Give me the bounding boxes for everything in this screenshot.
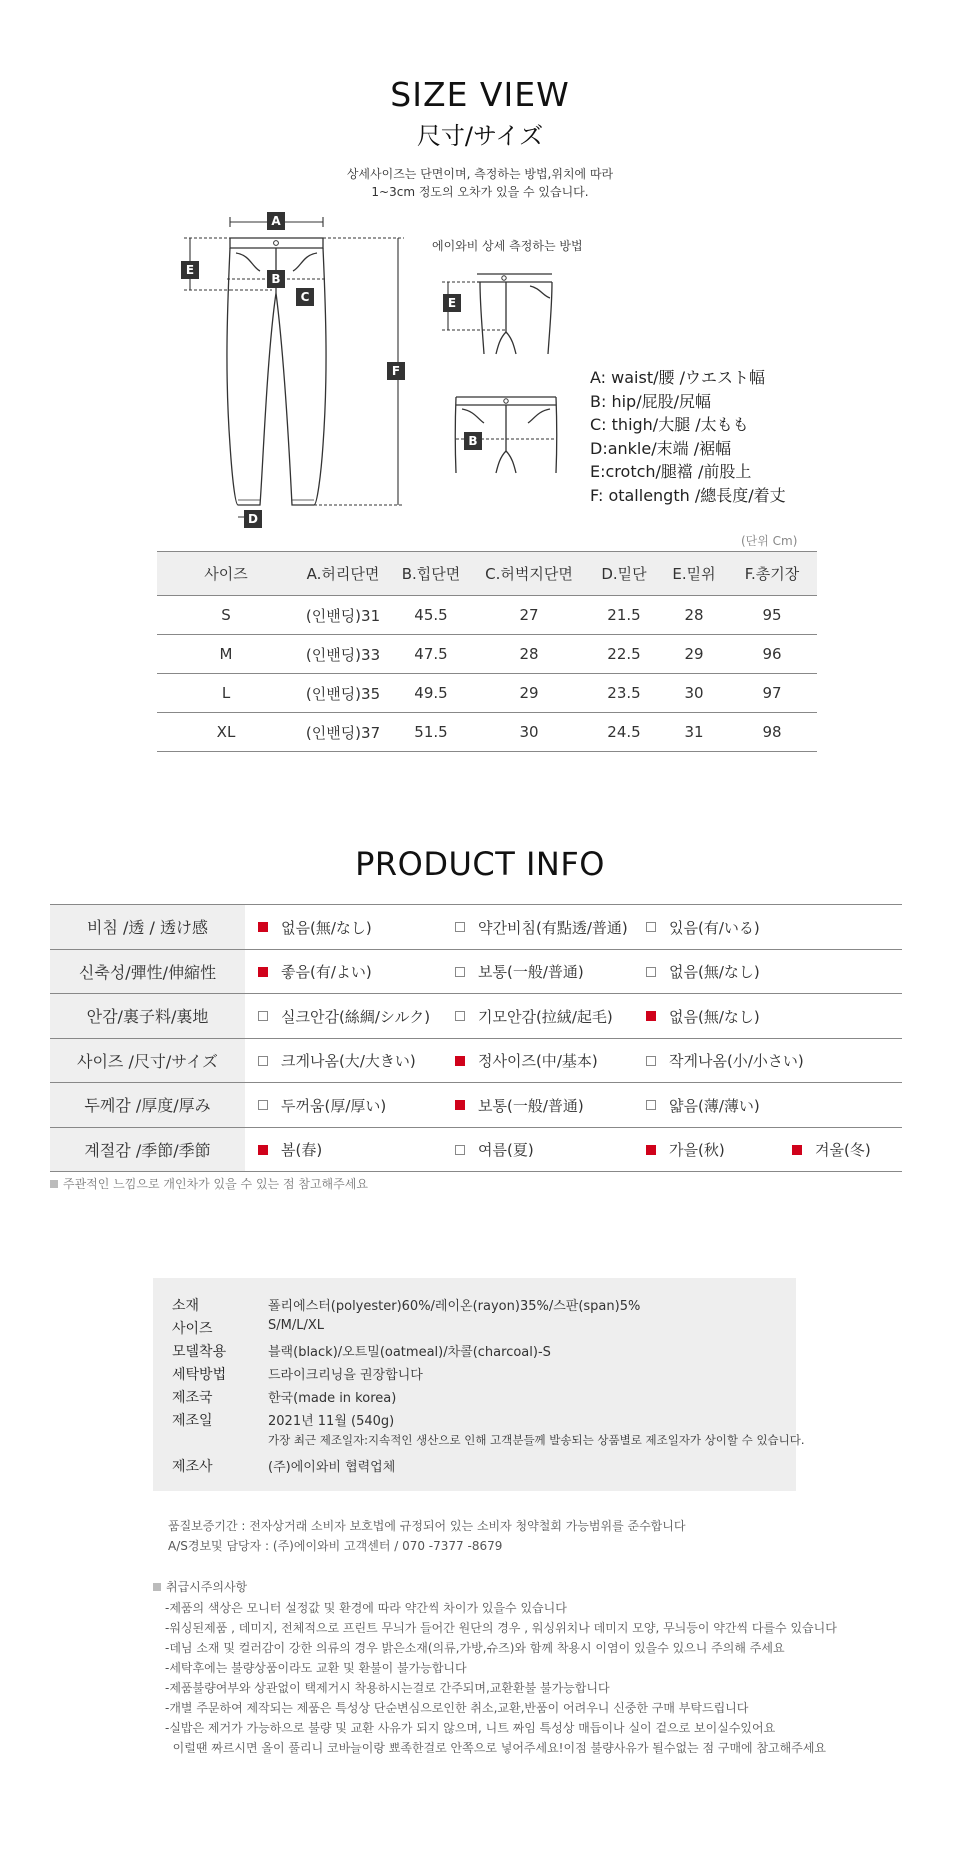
table-cell: 97	[727, 674, 817, 713]
table-cell: S	[157, 596, 295, 635]
product-info-title: PRODUCT INFO	[355, 845, 605, 883]
legend-item: E:crotch/腿襠 /前股上	[590, 462, 752, 481]
size-note-line2: 1~3cm 정도의 오차가 있을 수 있습니다.	[371, 185, 589, 199]
col-header: 사이즈	[157, 552, 295, 596]
detail-key: 세탁방법	[172, 1367, 227, 1383]
diagram-label-b: B	[267, 270, 285, 288]
option-label: 크게나옴(大/大きい)	[281, 1052, 416, 1071]
care-instructions	[153, 1578, 837, 1758]
product-details-box	[153, 1278, 805, 1491]
unchecked-box-icon	[258, 1011, 268, 1021]
table-cell: 27	[471, 596, 587, 635]
detail-value: 2021년 11월 (540g)	[268, 1414, 395, 1429]
detail-key: 제조일	[172, 1413, 213, 1429]
checked-box-icon	[792, 1145, 802, 1155]
bullet-icon	[50, 1180, 58, 1188]
unchecked-box-icon	[455, 1011, 465, 1021]
unchecked-box-icon	[646, 1100, 656, 1110]
as-info-text: A/S경보및 담당자 : (주)에이와비 고객센터 / 070 -7377 -8679	[168, 1539, 503, 1553]
table-cell: 22.5	[587, 635, 661, 674]
care-line: -워싱된제품 , 데미지, 전체적으로 프린트 무늬가 들어간 원단의 경우 , 워싱위치나 데미지 모양, 무늬등이 약간씩 다를수 있습니다	[165, 1621, 837, 1635]
size-note-line1: 상세사이즈는 단면이며, 측정하는 방법,위치에 따라	[346, 167, 614, 181]
option-label: 얇음(薄/薄い)	[669, 1096, 760, 1115]
row-label: 사이즈 /尺寸/サイズ	[50, 1039, 245, 1083]
detail-value: 블랙(black)/오트밀(oatmeal)/차콜(charcoal)-S	[268, 1345, 551, 1360]
col-header: C.허벅지단면	[471, 552, 587, 596]
option-label: 여름(夏)	[478, 1141, 534, 1160]
care-title: 취급시주의사항	[166, 1580, 248, 1594]
option-item	[258, 1083, 386, 1128]
unchecked-box-icon	[646, 967, 656, 977]
table-cell: 98	[727, 713, 817, 752]
option-item	[258, 1128, 322, 1173]
option-label: 있음(有/いる)	[669, 918, 760, 937]
option-label: 기모안감(拉絨/起毛)	[478, 1007, 613, 1026]
option-item	[646, 1083, 760, 1128]
detail-key: 제조사	[172, 1459, 213, 1475]
legend-item: F: otallength /總長度/着丈	[590, 485, 786, 505]
col-header: A.허리단면	[295, 552, 391, 596]
option-item	[792, 1128, 871, 1173]
unchecked-box-icon	[258, 1100, 268, 1110]
detail-value: 폴리에스터(polyester)60%/레이온(rayon)35%/스판(span)5%	[268, 1299, 641, 1314]
checked-box-icon	[258, 967, 268, 977]
diagram-label-e-detail: E	[443, 294, 461, 312]
option-label: 없음(無/なし)	[669, 963, 760, 982]
checked-box-icon	[455, 1056, 465, 1066]
care-line: 이럴땐 짜르시면 올이 풀리니 코바늘이랑 뾰족한걸로 안쪽으로 넣어주세요!이점 불량사유가 될수없는 점 구매에 참고해주세요	[165, 1741, 827, 1755]
detail-value: 드라이크리닝을 권장합니다	[268, 1368, 423, 1383]
unit-label: (단위 Cm)	[741, 534, 798, 548]
size-table-header	[157, 552, 817, 596]
option-label: 가을(秋)	[669, 1141, 725, 1160]
table-cell: 30	[661, 674, 727, 713]
col-header: B.힙단면	[391, 552, 471, 596]
care-title-row	[153, 1578, 837, 1595]
col-header: E.밑위	[661, 552, 727, 596]
table-cell: (인밴딩)31	[295, 596, 391, 635]
option-item	[646, 905, 760, 950]
table-row	[157, 713, 817, 752]
table-row	[157, 635, 817, 674]
care-line: -데님 소재 및 컬러감이 강한 의류의 경우 밝은소재(의류,가방,슈즈)와 함께 착용시 이염이 있을수 있으니 주의해 주세요	[165, 1641, 785, 1655]
option-item	[455, 905, 628, 950]
checked-box-icon	[646, 1011, 656, 1021]
size-view-title: SIZE VIEW	[390, 75, 570, 114]
checked-box-icon	[258, 922, 268, 932]
detail-key: 모델착용	[172, 1344, 227, 1360]
table-cell: (인밴딩)33	[295, 635, 391, 674]
care-line: -세탁후에는 불량상품이라도 교환 및 환불이 불가능합니다	[165, 1661, 467, 1675]
checked-box-icon	[455, 1100, 465, 1110]
diagram-label-e: E	[181, 261, 199, 279]
product-info-note-text: 주관적인 느낌으로 개인차가 있을 수 있는 점 참고해주세요	[63, 1177, 368, 1191]
unchecked-box-icon	[455, 1145, 465, 1155]
table-cell: XL	[157, 713, 295, 752]
option-label: 보통(一般/普通)	[478, 1096, 584, 1115]
option-item	[258, 1039, 416, 1084]
row-label: 계절감 /季節/季節	[50, 1128, 245, 1172]
table-cell: 49.5	[391, 674, 471, 713]
care-line: -실밥은 제거가 가능하으로 불량 및 교환 사유가 되지 않으며, 니트 짜임 특성상 매듭이나 실이 겉으로 보이실수있어요	[165, 1721, 776, 1735]
table-cell: 23.5	[587, 674, 661, 713]
option-label: 약간비침(有點透/普通)	[478, 918, 628, 937]
option-label: 실크안감(絲綢/シルク)	[281, 1007, 431, 1026]
option-label: 작게나옴(小/小さい)	[669, 1052, 804, 1071]
care-list	[153, 1598, 837, 1758]
option-item	[455, 1128, 534, 1173]
row-label: 안감/裏子料/裏地	[50, 994, 245, 1038]
bullet-icon	[153, 1583, 161, 1591]
table-cell: 29	[471, 674, 587, 713]
option-label: 보통(一般/普通)	[478, 963, 584, 982]
option-item	[455, 1083, 584, 1128]
table-row	[157, 674, 817, 713]
table-cell: 95	[727, 596, 817, 635]
detail-value: S/M/L/XL	[268, 1318, 324, 1333]
measurement-legend	[590, 366, 786, 507]
method-label: 에이와비 상세 측정하는 방법	[432, 239, 583, 253]
detail-key: 제조국	[172, 1390, 213, 1406]
product-info-note	[50, 1175, 368, 1192]
table-cell: 29	[661, 635, 727, 674]
option-item	[455, 994, 613, 1039]
option-label: 봄(春)	[281, 1141, 323, 1160]
table-cell: 28	[661, 596, 727, 635]
unchecked-box-icon	[646, 922, 656, 932]
unchecked-box-icon	[455, 922, 465, 932]
table-cell: 96	[727, 635, 817, 674]
table-cell: (인밴딩)35	[295, 674, 391, 713]
option-item	[646, 994, 760, 1039]
option-item	[455, 1039, 598, 1084]
table-cell: 21.5	[587, 596, 661, 635]
detail-value: (주)에이와비 협력업체	[268, 1460, 396, 1475]
pants-diagram	[180, 205, 420, 535]
care-line: -개별 주문하여 제작되는 제품은 특성상 단순변심으로인한 취소,교환,반품이 어려우니 신중한 구매 부탁드립니다	[165, 1701, 749, 1715]
unchecked-box-icon	[258, 1056, 268, 1066]
table-cell: 28	[471, 635, 587, 674]
table-cell: 31	[661, 713, 727, 752]
row-label: 신축성/彈性/伸縮性	[50, 950, 245, 994]
table-row	[157, 596, 817, 635]
care-line: -제품불량여부와 상관없이 택제거시 착용하시는걸로 간주되며,교환환불 불가능합니다	[165, 1681, 610, 1695]
option-label: 없음(無/なし)	[669, 1007, 760, 1026]
table-cell: M	[157, 635, 295, 674]
detail-key: 소재	[172, 1298, 200, 1314]
col-header: F.총기장	[727, 552, 817, 596]
legend-item: B: hip/屁股/尻幅	[590, 391, 711, 411]
manufacture-date-note: 가장 최근 제조일자:지속적인 생산으로 인해 고객분들께 발송되는 상품별로 제조일자가 상이할 수 있습니다.	[268, 1433, 805, 1447]
option-item	[646, 1039, 804, 1084]
legend-item: A: waist/腰 /ウエスト幅	[590, 368, 765, 387]
option-item	[258, 994, 430, 1039]
option-label: 좋음(有/よい)	[281, 963, 372, 982]
detail-value: 한국(made in korea)	[268, 1391, 397, 1406]
detail-key: 사이즈	[172, 1321, 213, 1337]
table-cell: L	[157, 674, 295, 713]
option-label: 없음(無/なし)	[281, 918, 372, 937]
row-label: 두께감 /厚度/厚み	[50, 1083, 245, 1127]
table-cell: (인밴딩)37	[295, 713, 391, 752]
table-cell: 24.5	[587, 713, 661, 752]
row-label: 비침 /透 / 透け感	[50, 905, 245, 949]
option-label: 정사이즈(中/基本)	[478, 1052, 598, 1071]
option-item	[258, 950, 372, 995]
diagram-label-c: C	[296, 288, 314, 306]
table-cell: 30	[471, 713, 587, 752]
diagram-label-d: D	[244, 510, 262, 528]
crotch-detail-diagram	[440, 270, 560, 356]
care-line: -제품의 색상은 모니터 설정값 및 환경에 따라 약간씩 차이가 있을수 있습니다	[165, 1601, 567, 1615]
size-view-subtitle: 尺寸/サイズ	[416, 122, 544, 150]
legend-item: D:ankle/末端 /裾幅	[590, 438, 732, 458]
option-item	[646, 1128, 725, 1173]
diagram-label-f: F	[387, 362, 405, 380]
checked-box-icon	[646, 1145, 656, 1155]
warranty-text: 품질보증기간 : 전자상거래 소비자 보호법에 규정되어 있는 소비자 청약철회 가능범위를 준수합니다	[168, 1519, 686, 1533]
unchecked-box-icon	[646, 1056, 656, 1066]
table-cell: 45.5	[391, 596, 471, 635]
legend-item: C: thigh/大腿 /太もも	[590, 415, 749, 434]
col-header: D.밑단	[587, 552, 661, 596]
option-label: 두꺼움(厚/厚い)	[281, 1096, 387, 1115]
checked-box-icon	[258, 1145, 268, 1155]
diagram-label-b-detail: B	[464, 432, 482, 450]
size-table	[157, 551, 817, 752]
option-item	[258, 905, 372, 950]
table-cell: 47.5	[391, 635, 471, 674]
option-item	[455, 950, 584, 995]
option-item	[646, 950, 760, 995]
unchecked-box-icon	[455, 967, 465, 977]
diagram-label-a: A	[267, 212, 285, 230]
table-cell: 51.5	[391, 713, 471, 752]
option-label: 겨울(冬)	[815, 1141, 871, 1160]
